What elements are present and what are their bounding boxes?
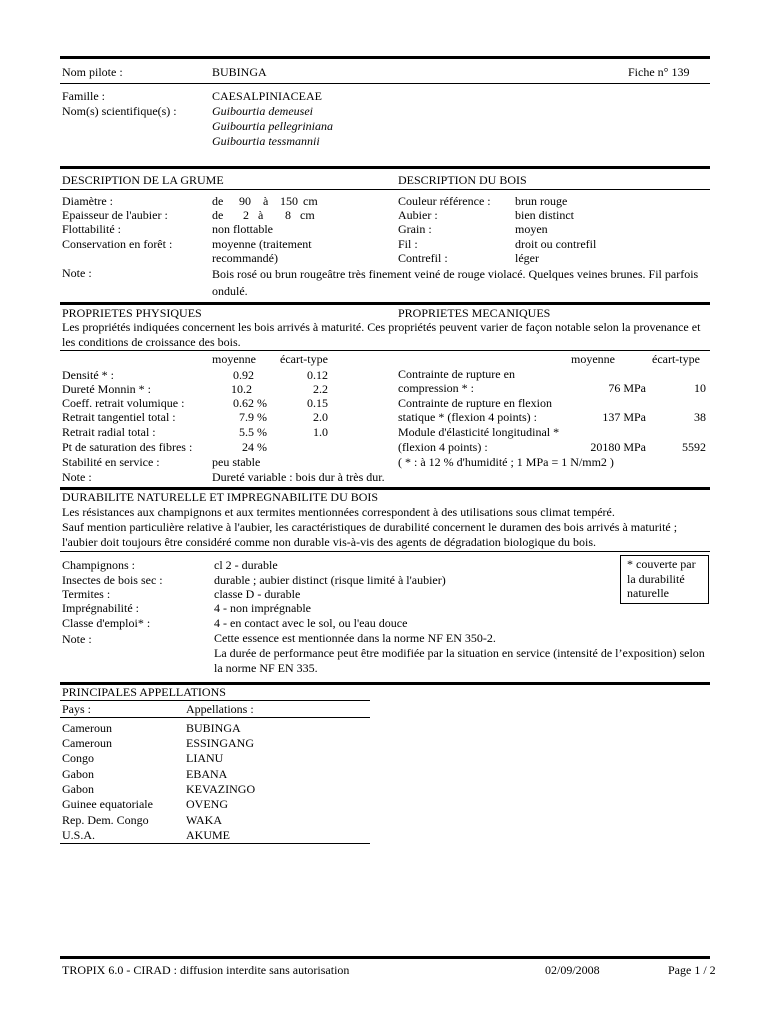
nom-scientifique: Guibourtia pellegriniana: [212, 119, 333, 133]
col-pays: Pays :: [62, 702, 92, 716]
mecanique-label: statique * (flexion 4 points) :: [398, 410, 537, 424]
couleur: brun rouge: [515, 194, 568, 208]
appellation-pays: Cameroun: [62, 721, 112, 735]
footer-page: Page 1 / 2: [668, 963, 716, 977]
appellation-pays: Cameroun: [62, 736, 112, 750]
rule: [60, 189, 710, 190]
mecanique-label: Contrainte de rupture en flexion: [398, 396, 552, 410]
physique-label: Pt de saturation des fibres :: [62, 440, 193, 454]
noms-scientifiques-label: Nom(s) scientifique(s) :: [62, 104, 177, 118]
nom-pilote: BUBINGA: [212, 65, 267, 79]
durabilite-value: 4 - en contact avec le sol, ou l'eau douce: [214, 616, 408, 630]
mecanique-label: compression * :: [398, 381, 474, 395]
rule: [60, 83, 710, 84]
famille: CAESALPINIACEAE: [212, 89, 322, 103]
appellations-title: PRINCIPALES APPELLATIONS: [62, 685, 226, 699]
diametre-label: Diamètre :: [62, 194, 113, 208]
aubier: bien distinct: [515, 208, 574, 222]
couverte-box: [620, 555, 709, 604]
physique-label: Coeff. retrait volumique :: [62, 396, 185, 410]
couverte-box-text: * couverte par: [627, 557, 696, 571]
durabilite-value: durable ; aubier distinct (risque limité à l'aubier): [214, 573, 446, 587]
contrefil: léger: [515, 251, 539, 265]
physiques-col-ecart: écart-type: [280, 352, 328, 366]
durabilite-label: Termites :: [62, 587, 111, 601]
rule: [60, 551, 710, 552]
mecaniques-col-moyenne: moyenne: [571, 352, 615, 366]
appellation-nom: AKUME: [186, 828, 230, 842]
mecanique-moyenne: 20180 MPa: [590, 440, 646, 454]
grume-note: Bois rosé ou brun rougeâtre très finement veiné de rouge violacé. Quelques veines brunes. Fil parfois ondulé.: [212, 267, 699, 298]
appellation-pays: Congo: [62, 751, 95, 765]
fiche-number: Fiche n° 139: [628, 65, 690, 79]
contrefil-label: Contrefil :: [398, 251, 448, 265]
durabilite-label: Champignons :: [62, 558, 136, 572]
footer-source: TROPIX 6.0 - CIRAD : diffusion interdite sans autorisation: [62, 963, 350, 977]
mecanique-moyenne: 76 MPa: [608, 381, 646, 395]
rule: [60, 166, 710, 169]
famille-label: Famille :: [62, 89, 105, 103]
mecanique-label: Contrainte de rupture en: [398, 367, 515, 381]
physiques-col-moyenne: moyenne: [212, 352, 256, 366]
appellation-pays: Gabon: [62, 782, 94, 796]
diametre-a: à: [263, 194, 269, 208]
rule: [60, 302, 710, 305]
grume-note-label: Note :: [62, 266, 92, 280]
physique-label: Retrait tangentiel total :: [62, 410, 176, 424]
appellation-nom: LIANU: [186, 751, 224, 765]
couverte-box-text: naturelle: [627, 586, 669, 600]
nom-scientifique: Guibourtia tessmannii: [212, 134, 320, 148]
mecaniques-footnote: ( * : à 12 % d'humidité ; 1 MPa = 1 N/mm2 ): [398, 455, 614, 469]
rule: [60, 700, 370, 701]
mecaniques-title: PROPRIETES MECANIQUES: [398, 306, 551, 320]
physique-moyenne: 24 %: [242, 440, 267, 454]
top-rule: [60, 56, 710, 59]
durabilite-note: La durée de performance peut être modifiée par la situation en service (intensité de l’exposition) selon la norme NF EN 335.: [214, 646, 705, 675]
mecanique-label: (flexion 4 points) :: [398, 440, 488, 454]
durabilite-title: DURABILITE NATURELLE ET IMPREGNABILITE DU BOIS: [62, 490, 379, 504]
physiques-note-label: Note :: [62, 470, 92, 484]
appellation-nom: KEVAZINGO: [186, 782, 256, 796]
durabilite-label: Classe d'emploi* :: [62, 616, 151, 630]
flottabilite: non flottable: [212, 222, 273, 236]
appellation-nom: OVENG: [186, 797, 228, 811]
conservation: moyenne (traitement: [212, 237, 312, 251]
appellation-pays: Gabon: [62, 767, 94, 781]
aubier-unit: cm: [300, 208, 315, 222]
physique-moyenne: 5.5 %: [239, 425, 267, 439]
physiques-title: PROPRIETES PHYSIQUES: [62, 306, 202, 320]
grume-title: DESCRIPTION DE LA GRUME: [62, 173, 224, 187]
conservation-label: Conservation en forêt :: [62, 237, 173, 251]
diametre-max: 150: [280, 194, 298, 208]
physiques-note: Dureté variable : bois dur à très dur.: [212, 470, 385, 484]
mecanique-ecart: 5592: [682, 440, 706, 454]
physique-label: Densité * :: [62, 368, 114, 382]
diametre-de: de: [212, 194, 224, 208]
couleur-label: Couleur référence :: [398, 194, 491, 208]
grain: moyen: [515, 222, 548, 236]
rule: [60, 717, 370, 718]
bois-title: DESCRIPTION DU BOIS: [398, 173, 527, 187]
footer-rule: [60, 956, 710, 959]
physique-ecart: 1.0: [313, 425, 328, 439]
appellation-nom: ESSINGANG: [186, 736, 255, 750]
aubier-epaisseur-label: Epaisseur de l'aubier :: [62, 208, 168, 222]
flottabilite-label: Flottabilité :: [62, 222, 121, 236]
appellation-nom: BUBINGA: [186, 721, 241, 735]
grain-label: Grain :: [398, 222, 432, 236]
durabilite-label: Imprégnabilité :: [62, 601, 139, 615]
diametre-unit: cm: [303, 194, 318, 208]
fil: droit ou contrefil: [515, 237, 597, 251]
durabilite-value: 4 - non imprégnable: [214, 601, 311, 615]
durabilite-intro: Sauf mention particulière relative à l'aubier, les caractéristiques de durabilité concernent le duramen des bois arrivés à maturité ; l'aubier doit toujours être considéré comme non durable vis-à-vis des agents de dégradation biologique du bois.: [62, 520, 678, 549]
physique-ecart: 2.2: [313, 382, 328, 396]
aubier-de: de: [212, 208, 224, 222]
physique-moyenne: 0.62 %: [233, 396, 267, 410]
couverte-box-text: la durabilité: [627, 572, 685, 586]
physique-label: Dureté Monnin * :: [62, 382, 151, 396]
footer-date: 02/09/2008: [545, 963, 600, 977]
stabilite: peu stable: [212, 455, 261, 469]
aubier-label: Aubier :: [398, 208, 438, 222]
physique-ecart: 0.15: [307, 396, 328, 410]
appellation-pays: Rep. Dem. Congo: [62, 813, 149, 827]
diametre-min: 90: [239, 194, 251, 208]
conservation: recommandé): [212, 251, 278, 265]
aubier-a: à: [258, 208, 264, 222]
durabilite-note: Cette essence est mentionnée dans la norme NF EN 350-2.: [214, 631, 496, 645]
physique-moyenne: 10.2: [231, 382, 252, 396]
physique-label: Retrait radial total :: [62, 425, 156, 439]
rule: [60, 843, 370, 844]
physique-moyenne: 7.9 %: [239, 410, 267, 424]
durabilite-value: classe D - durable: [214, 587, 301, 601]
physique-ecart: 0.12: [307, 368, 328, 382]
mecanique-ecart: 10: [694, 381, 706, 395]
appellation-pays: U.S.A.: [62, 828, 96, 842]
mecanique-label: Module d'élasticité longitudinal *: [398, 425, 560, 439]
durabilite-intro: Les résistances aux champignons et aux termites mentionnées correspondent à des utilisations sous climat tempéré.: [62, 505, 615, 519]
col-appellations: Appellations :: [186, 702, 254, 716]
physique-ecart: 2.0: [313, 410, 328, 424]
physiques-intro: Les propriétés indiquées concernent les bois arrivés à maturité. Ces propriétés peuvent varier de façon notable selon la provenance et les conditions de croissance des bois.: [62, 320, 701, 349]
appellation-pays: Guinee equatoriale: [62, 797, 153, 811]
mecanique-moyenne: 137 MPa: [602, 410, 646, 424]
durabilite-note-label: Note :: [62, 632, 92, 646]
durabilite-label: Insectes de bois sec :: [62, 573, 163, 587]
appellation-nom: WAKA: [186, 813, 222, 827]
mecaniques-col-ecart: écart-type: [652, 352, 700, 366]
physique-moyenne: 0.92: [233, 368, 254, 382]
aubier-max: 8: [285, 208, 291, 222]
nom-scientifique: Guibourtia demeusei: [212, 104, 313, 118]
durabilite-value: cl 2 - durable: [214, 558, 278, 572]
appellation-nom: EBANA: [186, 767, 228, 781]
mecanique-ecart: 38: [694, 410, 706, 424]
nom-pilote-label: Nom pilote :: [62, 65, 123, 79]
fil-label: Fil :: [398, 237, 418, 251]
rule: [60, 350, 710, 351]
aubier-min: 2: [243, 208, 249, 222]
stabilite-label: Stabilité en service :: [62, 455, 160, 469]
